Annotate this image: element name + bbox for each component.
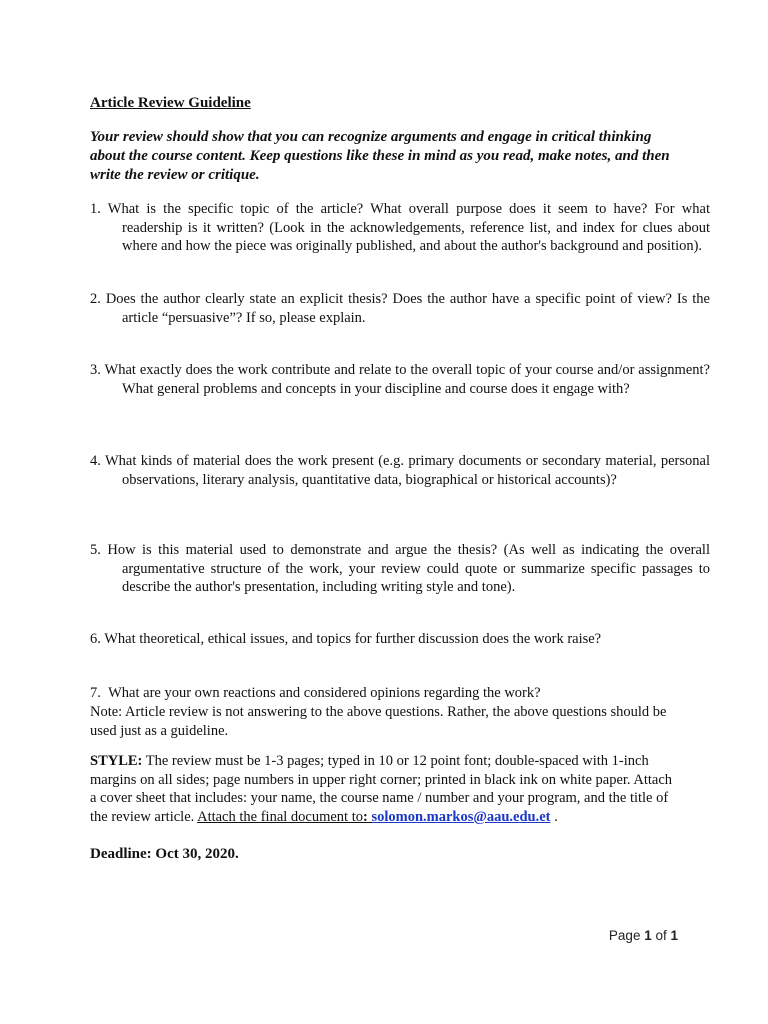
question-number: 5. [90,542,101,558]
style-paragraph [90,752,680,826]
question-text: What theoretical, ethical issues, and topics for further discussion does the work raise? [104,631,602,647]
attach-instruction: Attach the final document to [197,808,363,825]
style-label: STYLE: [90,753,143,769]
question-number: 4. [90,453,101,469]
question-4 [90,452,710,489]
question-3 [90,361,710,398]
question-text: How is this material used to demonstrate and argue the thesis? (As well as indicating the overall argumentative structure of the work, your review could quote or summarize specific passages to describe the author's presentation, including writing style and tone). [107,542,710,596]
attach-colon: : [363,808,372,825]
question-text: What are your own reactions and considered opinions regarding the work? [108,685,541,701]
question-5 [90,541,710,597]
attach-end: . [550,808,558,825]
footer-page-word: Page [608,928,645,943]
question-1 [90,200,710,256]
question-text: What is the specific topic of the article? What overall purpose does it seem to have? For what readership is it written? (Look in the acknowledgements, reference list, and index for clues about where and how the piece was originally published, and about the author's background and position). [107,201,710,255]
question-number: 1. [90,201,101,217]
question-number: 6. [90,631,101,647]
question-number: 2. [90,291,101,307]
question-6 [90,630,710,649]
question-text: Does the author clearly state an explicit thesis? Does the author have a specific point of view? Is the article “persuasive”? If so, please explain. [105,291,710,326]
style-text: The review must be 1-3 pages; typed in 10 or 12 point font; double-spaced with 1-inch margins on all sides; page numbers in upper right corner; printed in black ink on white paper. Attach a cover sheet that includes: your name, the course name / number and your program, and the title of the review article. [90,753,673,825]
email-link[interactable]: solomon.markos@aau.edu.et [371,808,551,825]
question-number: 7. [90,685,101,701]
question-text: What kinds of material does the work present (e.g. primary documents or secondary material, personal observations, literary analysis, quantitative data, biographical or historical accounts)? [104,453,710,488]
footer-total-pages: 1 [670,928,678,943]
deadline: Deadline: Oct 30, 2020. [90,846,239,862]
intro-paragraph: Your review should show that you can recognize arguments and engage in critical thinking about the course content. Keep questions like these in mind as you read, make notes, and then write the review or critique. [90,129,670,183]
question-2 [90,290,710,327]
question-text: What exactly does the work contribute and relate to the overall topic of your course and/or assignment? What general problems and concepts in your discipline and course does it engage with? [104,362,710,397]
question-7 [90,684,678,703]
note-paragraph: Note: Article review is not answering to the above questions. Rather, the above questions should be used just as a guideline. [90,704,667,739]
footer-of-word: of [651,928,671,943]
footer-page-number: 1 [644,928,652,943]
page-footer [609,928,678,943]
question-number: 3. [90,362,101,378]
document-title: Article Review Guideline [90,95,251,111]
